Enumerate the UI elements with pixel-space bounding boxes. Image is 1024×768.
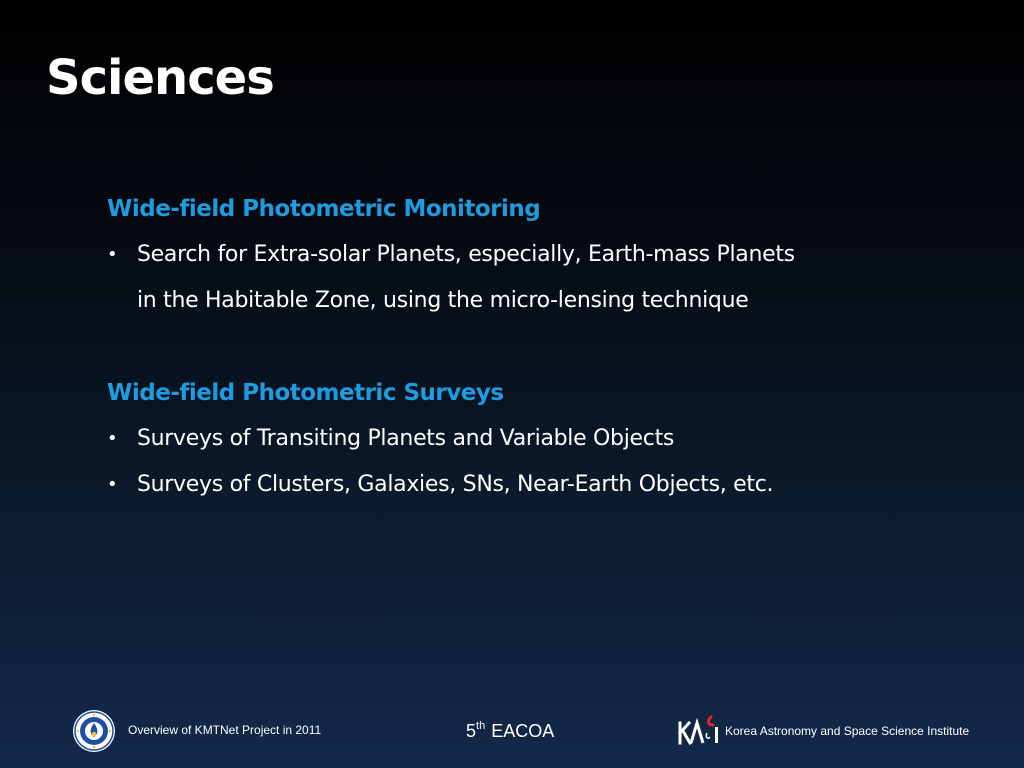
- bullet-item: [107, 239, 967, 317]
- section-heading: Wide-field Photometric Surveys: [107, 380, 504, 406]
- bullet-icon: •: [107, 244, 118, 265]
- event-label: EACOA: [491, 721, 555, 741]
- slide-title: Sciences: [46, 50, 274, 106]
- bullet-item: [107, 469, 967, 501]
- footer-event: [466, 720, 554, 742]
- institute-name: Korea Astronomy and Space Science Institute: [725, 724, 970, 738]
- footer: [0, 700, 1024, 768]
- section-heading: Wide-field Photometric Monitoring: [107, 196, 541, 222]
- bullet-line: Surveys of Transiting Planets and Variable Objects: [137, 426, 675, 451]
- bullet-icon: •: [107, 428, 118, 449]
- bullet-line: in the Habitable Zone, using the micro-lensing technique: [137, 288, 749, 313]
- kasi-logo-icon: [677, 711, 721, 751]
- bullet-item: [107, 423, 967, 455]
- university-seal-icon: [72, 709, 116, 753]
- bullet-line: Search for Extra-solar Planets, especially, Earth-mass Planets: [137, 242, 795, 267]
- footer-title: Overview of KMTNet Project in 2011: [128, 723, 322, 737]
- bullet-line: Surveys of Clusters, Galaxies, SNs, Near-Earth Objects, etc.: [137, 472, 774, 497]
- event-number: 5: [466, 721, 477, 741]
- event-ordinal: th: [476, 720, 486, 732]
- bullet-icon: •: [107, 474, 118, 495]
- section-surveys: [107, 377, 967, 515]
- section-monitoring: [107, 193, 967, 331]
